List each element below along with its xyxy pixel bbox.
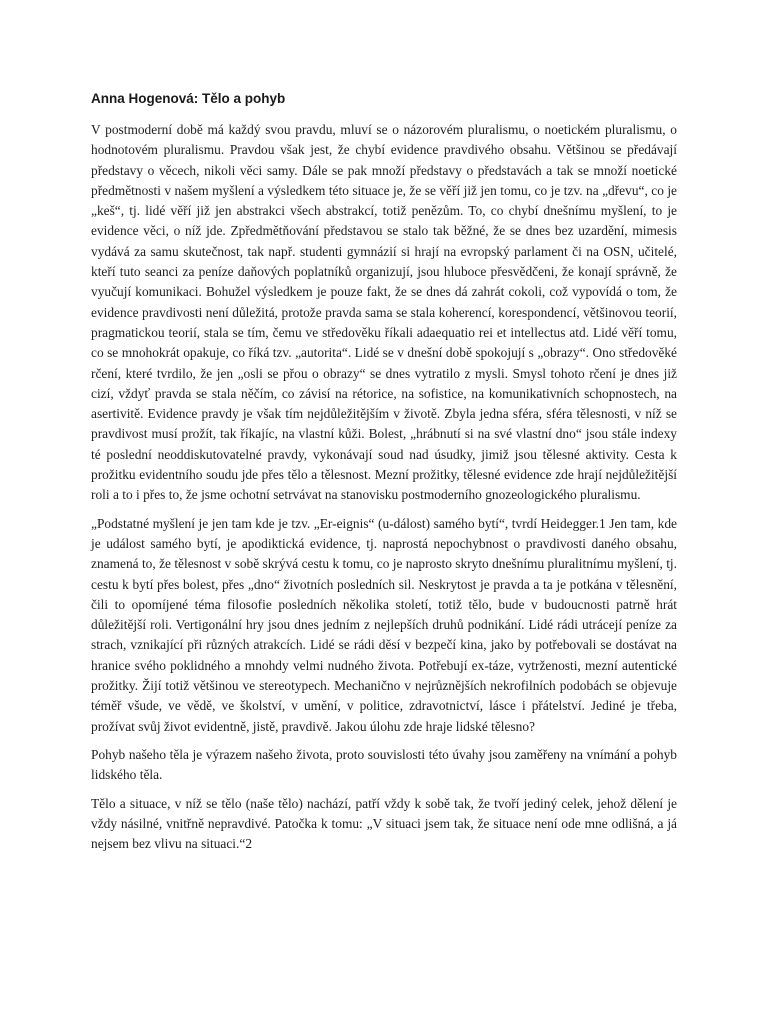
document-title: Anna Hogenová: Tělo a pohyb [91, 91, 286, 106]
paragraph-2: „Podstatné myšlení je jen tam kde je tzv. „Er-eignis“ (u-dálost) samého bytí“, tvrdí Heidegger.1 Jen tam, kde je událost samého bytí, je apodiktická evidence, tj. naprostá nepochybnost o pravdivosti daného obsahu, znamená to, že tělesnost v sobě skrývá cestu k tomu, co je naprosto skryto dnešnímu pluralitnímu myšlení, tj. cestu k bytí přes bolest, přes „dno“ životních posledních sil. Neskrytost je pravda a ta je potkána v tělesnění, čili to opomíjené téma filosofie posledních několika století, totiž tělo, bude v budoucnosti patrně hrát důležitější roli. Vertigonální hry jsou dnes jedním z nejlepších druhů podnikání. Lidé rádi utrácejí peníze za strach, vznikající při různých atrakcích. Lidé se rádi děsí v bezpečí kina, jako by potřebovali se dostávat na hranice svého poklidného a mnohdy velmi nudného života. Potřebují ex-táze, vytrženosti, mezní autentické prožitky. Žijí totiž většinou ve stereotypech. Mechanično v nejrůznějších nekrofilních podobách se objevuje téměř všude, ve vědě, ve školství, v umění, v politice, zdravotnictví, lásce i přátelství. Jediné je třeba, prožívat svůj život evidentně, jistě, pravdivě. Jakou úlohu zde hraje lidské tělesno? [91, 515, 677, 734]
document-body [91, 90, 677, 862]
paragraph-4: Tělo a situace, v níž se tělo (naše tělo) nachází, patří vždy k sobě tak, že tvoří jediný celek, jehož dělení je vždy násilné, vnitřně nepravdivé. Patočka k tomu: „V situaci jsem tak, že situace není ode mne odlišná, a já nejsem bez vlivu na situaci.“2 [91, 795, 677, 852]
paragraph-3: Pohyb našeho těla je výrazem našeho života, proto souvislosti této úvahy jsou zaměřeny na vnímání a pohyb lidského těla. [91, 746, 677, 783]
paragraph-1: V postmoderní době má každý svou pravdu, mluví se o názorovém pluralismu, o noetickém pluralismu, o hodnotovém pluralismu. Pravdou však jest, že chybí evidence pravdivého obsahu. Většinou se předávají představy o věcech, nikoli věci samy. Dále se pak množí představy o představách a tak se množí noetické předmětnosti v našem myšlení a výsledkem této situace je, že se věří již jen tomu, co je tzv. na „dřevu“, co je „keš“, tj. lidé věří již jen abstrakci všech abstrakcí, totiž penězům. To, co chybí dnešnímu myšlení, to je evidence věci, o níž jde. Zpředmětňování představou se stalo tak běžné, že se dnes bez uzardění, mimesis vydává za samu skutečnost, tak např. studenti gymnázií si hrají na evropský parlament či na OSN, učitelé, kteří tuto seanci za peníze daňových poplatníků organizují, jsou hluboce přesvědčeni, že konají správně, že vyučují komunikaci. Bohužel výsledkem je pouze fakt, že se dnes dá zahrát cokoli, což vypovídá o tom, že evidence pravdivosti není důležitá, protože pravda sama se stala koherencí, korespondencí, většinovou teorií, pragmatickou teorií, stala se tím, čemu ve středověku říkali adaequatio rei et intellectus atd. Lidé věří tomu, co se mnohokrát opakuje, co říká tzv. „autorita“. Lidé se v dnešní době spokojují s „obrazy“. Ono středověké rčení, které tvrdilo, že jen „osli se přou o obrazy“ se dnes vytratilo z mysli. Smysl tohoto rčení je dnes již cizí, vždyť pravda se stala něčím, co závisí na rétorice, na sofistice, na komunikativních schopnostech, na asertivitě. Evidence pravdy je však tím nejdůležitějším v životě. Zbyla jedna sféra, sféra tělesnosti, v níž se pravdivost musí prožít, tak říkajíc, na vlastní kůži. Bolest, „hrábnutí si na své vlastní dno“ jsou stále indexy té poslední neoddiskutovatelné pravdy, vykonávají soud nad úsudky, jimiž jsou tělesné aktivity. Cesta k prožitku evidentního soudu jde přes tělo a tělesnost. Mezní prožitky, tělesné evidence zde hrají nejdůležitější roli a to i přes to, že jsme ochotní setrvávat na stanovisku postmoderního gnozeologického pluralismu. [91, 122, 677, 503]
